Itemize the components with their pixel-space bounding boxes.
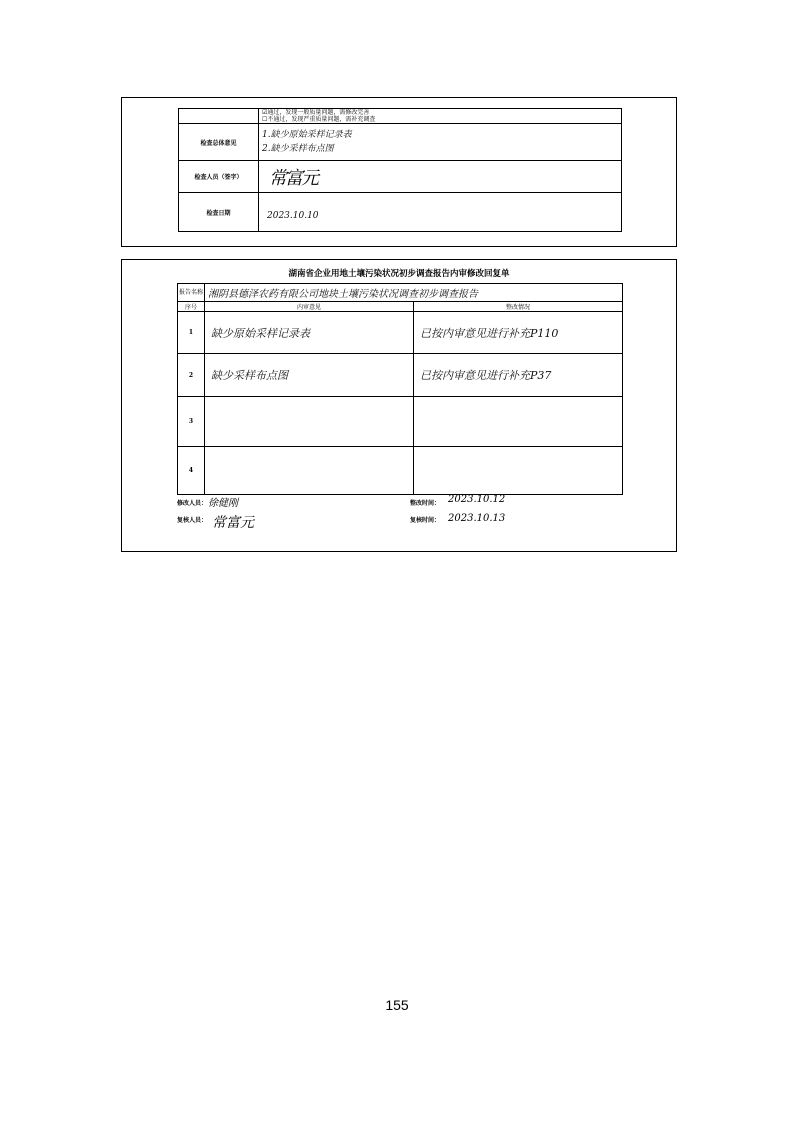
inspection-date: 2023.10.10 [267,210,319,221]
modifier-label: 修改人员： [177,500,208,507]
overall-opinion-line-2: 2.缺少采样布点图 [262,144,334,154]
reviewer-label: 复核人员： [177,517,208,524]
result-options-cell [259,109,622,124]
reply-form-title: 湖南省企业用地土壤污染状况初步调查报告内审修改回复单 [288,269,510,279]
header-opinion: 内审意见 [205,302,414,312]
fix-time-label: 整改时间： [410,500,441,507]
blank-label-cell [179,109,259,124]
row-no: 3 [178,397,205,447]
fail-option: ☐不通过，发现严重质量问题，需补充调查 [262,116,376,123]
table-row [178,397,623,447]
row-status [414,447,623,495]
row-opinion [205,397,414,447]
table-row [178,447,623,495]
modifier-signature: 徐健刚 [208,498,238,509]
inspector-label: 检查人员（签字） [179,161,259,193]
pass-option: ☑通过，发现一般质量问题，需修改完善 [262,109,370,116]
table-row [178,354,623,397]
date-label: 检查日期 [179,193,259,232]
overall-opinion-cell [259,124,622,161]
reply-table [177,283,623,495]
fix-time-value: 2023.10.12 [448,494,506,505]
header-no: 序号 [178,302,205,312]
row-opinion: 缺少原始采样记录表 [205,312,414,354]
row-opinion: 缺少采样布点图 [205,354,414,397]
row-status: 已按内审意见进行补充P37 [414,354,623,397]
header-status: 整改情况 [414,302,623,312]
report-name-label: 报告名称 [178,284,205,302]
report-name-value: 湘阴县德泽农药有限公司地块土壤污染状况调查初步调查报告 [205,284,623,302]
inspection-table [178,108,622,232]
row-status [414,397,623,447]
page-number: 155 [385,997,409,1013]
inspection-form-section [121,97,677,247]
row-status: 已按内审意见进行补充P110 [414,312,623,354]
inspector-signature-cell [259,161,622,193]
review-time-label: 复核时间： [410,517,441,524]
row-no: 1 [178,312,205,354]
overall-opinion-line-1: 1.缺少原始采样记录表 [262,130,352,140]
row-opinion [205,447,414,495]
table-row [178,312,623,354]
date-cell [259,193,622,232]
reply-form-section [121,259,677,552]
reviewer-signature: 常富元 [212,515,254,531]
row-no: 2 [178,354,205,397]
inspector-signature: 常富元 [269,167,317,189]
row-no: 4 [178,447,205,495]
overall-opinion-label: 检查总体意见 [179,124,259,161]
review-time-value: 2023.10.13 [448,513,506,524]
